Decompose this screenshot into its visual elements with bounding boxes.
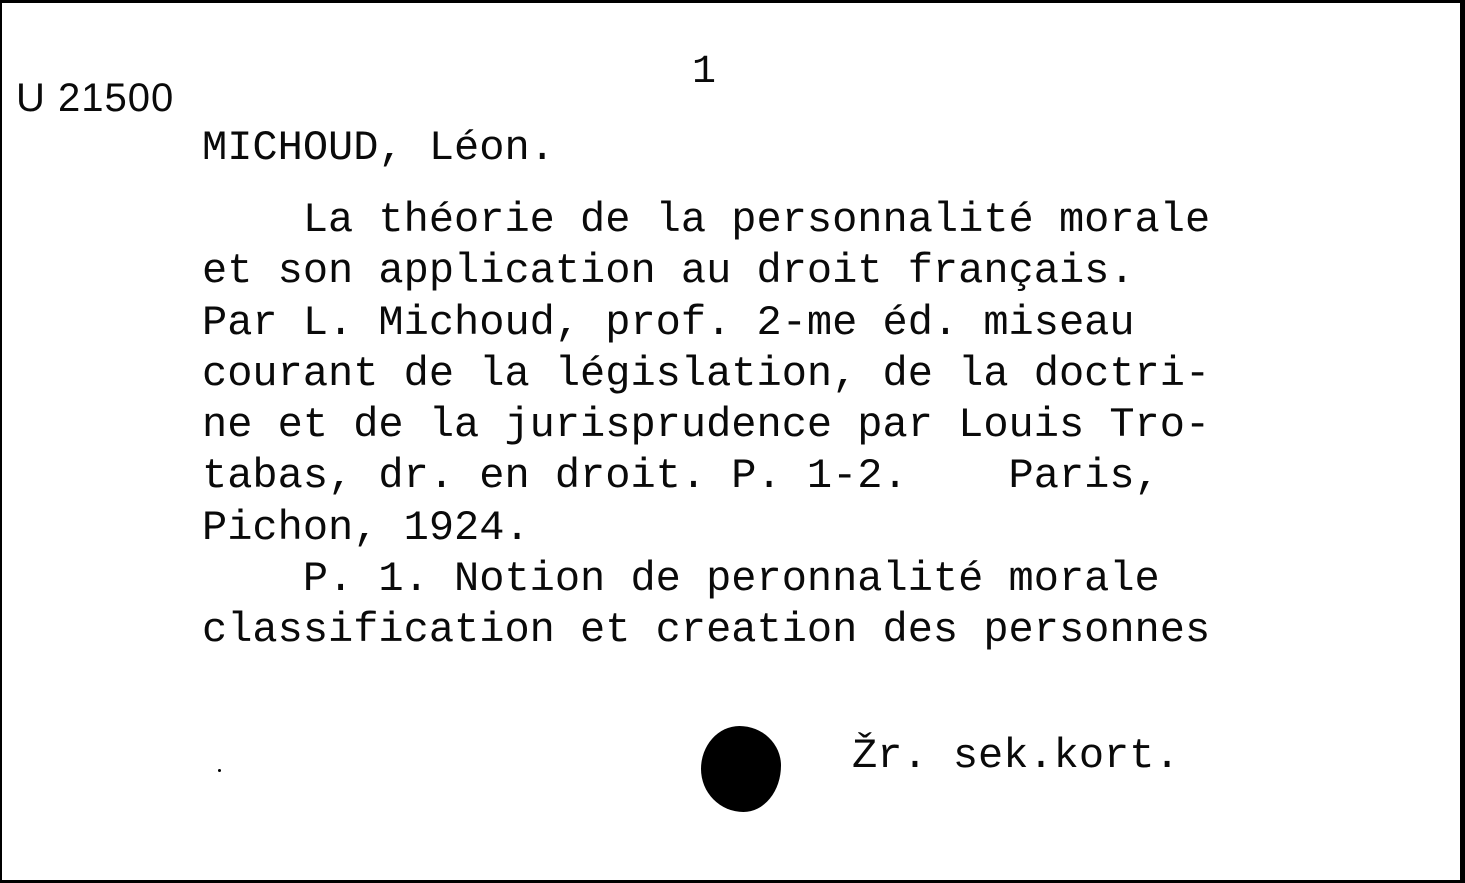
description-line: La théorie de la personnalité morale — [202, 196, 1211, 244]
punch-hole — [701, 726, 781, 812]
description-line: Pichon, 1924. — [202, 503, 530, 552]
ink-speck — [218, 769, 221, 772]
description-line: courant de la législation, de la doctri- — [202, 349, 1211, 398]
description-line: et son application au droit français. — [202, 247, 1135, 296]
location-note: Žr. sek.kort. — [852, 732, 1180, 780]
description-line: P. 1. Notion de peronnalité morale — [202, 555, 1160, 604]
description-line: Par L. Michoud, prof. 2-me éd. miseau — [202, 298, 1135, 347]
description-line: classification et creation des personnes — [202, 606, 1211, 655]
description-line: ne et de la jurisprudence par Louis Tro- — [202, 401, 1211, 450]
call-number: U 21500 — [16, 76, 175, 120]
card-number: 1 — [692, 50, 717, 95]
bibliographic-description — [202, 195, 1210, 657]
description-line: tabas, dr. en droit. P. 1-2. Paris, — [202, 452, 1160, 501]
author-heading: MICHOUD, Léon. — [202, 124, 555, 172]
